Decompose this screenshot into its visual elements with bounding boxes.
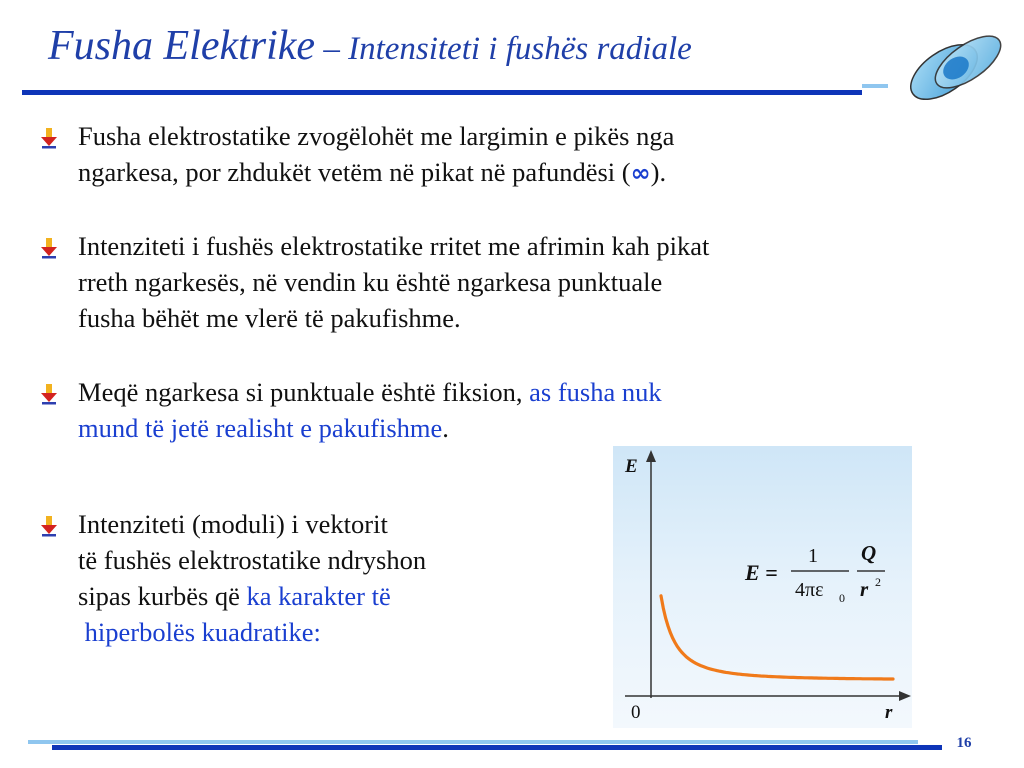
slide-title (48, 22, 692, 70)
bullet-arrow-icon (38, 515, 60, 537)
graph-origin-label: 0 (631, 702, 641, 723)
bullet-arrow-icon (38, 127, 60, 149)
formula-r: r (860, 577, 869, 601)
bullet-3-line-2: mund të jetë realisht e pakufishme. (78, 413, 449, 443)
bullet-4-line-2: të fushës elektrostatike ndryshon (78, 545, 427, 575)
slide-title-main: Fusha Elektrike (48, 23, 316, 69)
bullet-2-line-1: Intenziteti i fushës elektrostatike rritet me afrimin kah pikat (78, 231, 710, 261)
footer-rule-light (28, 740, 918, 744)
title-underline-dark (22, 90, 862, 95)
bullet-2-line-3: fusha bëhët me vlerë të pakufishme. (78, 303, 461, 333)
graph-x-label: r (885, 702, 893, 723)
bullet-4-line-3: sipas kurbës që ka karakter të (78, 581, 391, 611)
slide-title-sub: – Intensiteti i fushës radiale (315, 31, 692, 67)
bullet-1-line-2: ngarkesa, por zhdukët vetëm në pikat në pafundësi (∞). (78, 157, 667, 187)
bullet-1-line-1: Fusha elektrostatike zvogëlohët me largimin e pikës nga (78, 121, 675, 151)
bullet-4-line-1: Intenziteti (moduli) i vektorit (78, 509, 388, 539)
footer-rule-dark (52, 745, 942, 750)
bullet-3-line-1: Meqë ngarkesa si punktuale është fiksion, as fusha nuk (78, 377, 662, 407)
logo-icon (898, 14, 1008, 106)
bullet-arrow-icon (38, 237, 60, 259)
page-number: 16 (956, 735, 972, 751)
formula-denominator: 4πε (795, 579, 824, 601)
infinity-symbol: ∞ (630, 159, 651, 187)
bullet-arrow-icon (38, 383, 60, 405)
field-graph (613, 446, 912, 728)
bullet-4-line-4: hiperbolës kuadratike: (78, 617, 321, 647)
formula-numerator: 1 (808, 545, 818, 567)
formula-denominator-sub: 0 (839, 591, 845, 605)
title-underline-light (862, 84, 888, 88)
bullet-2-line-2: rreth ngarkesës, në vendin ku është ngarkesa punktuale (78, 267, 663, 297)
formula-r-exp: 2 (875, 575, 881, 589)
formula-q: Q (861, 541, 877, 565)
formula-lhs: E = (745, 560, 778, 585)
graph-y-label: E (625, 456, 638, 477)
